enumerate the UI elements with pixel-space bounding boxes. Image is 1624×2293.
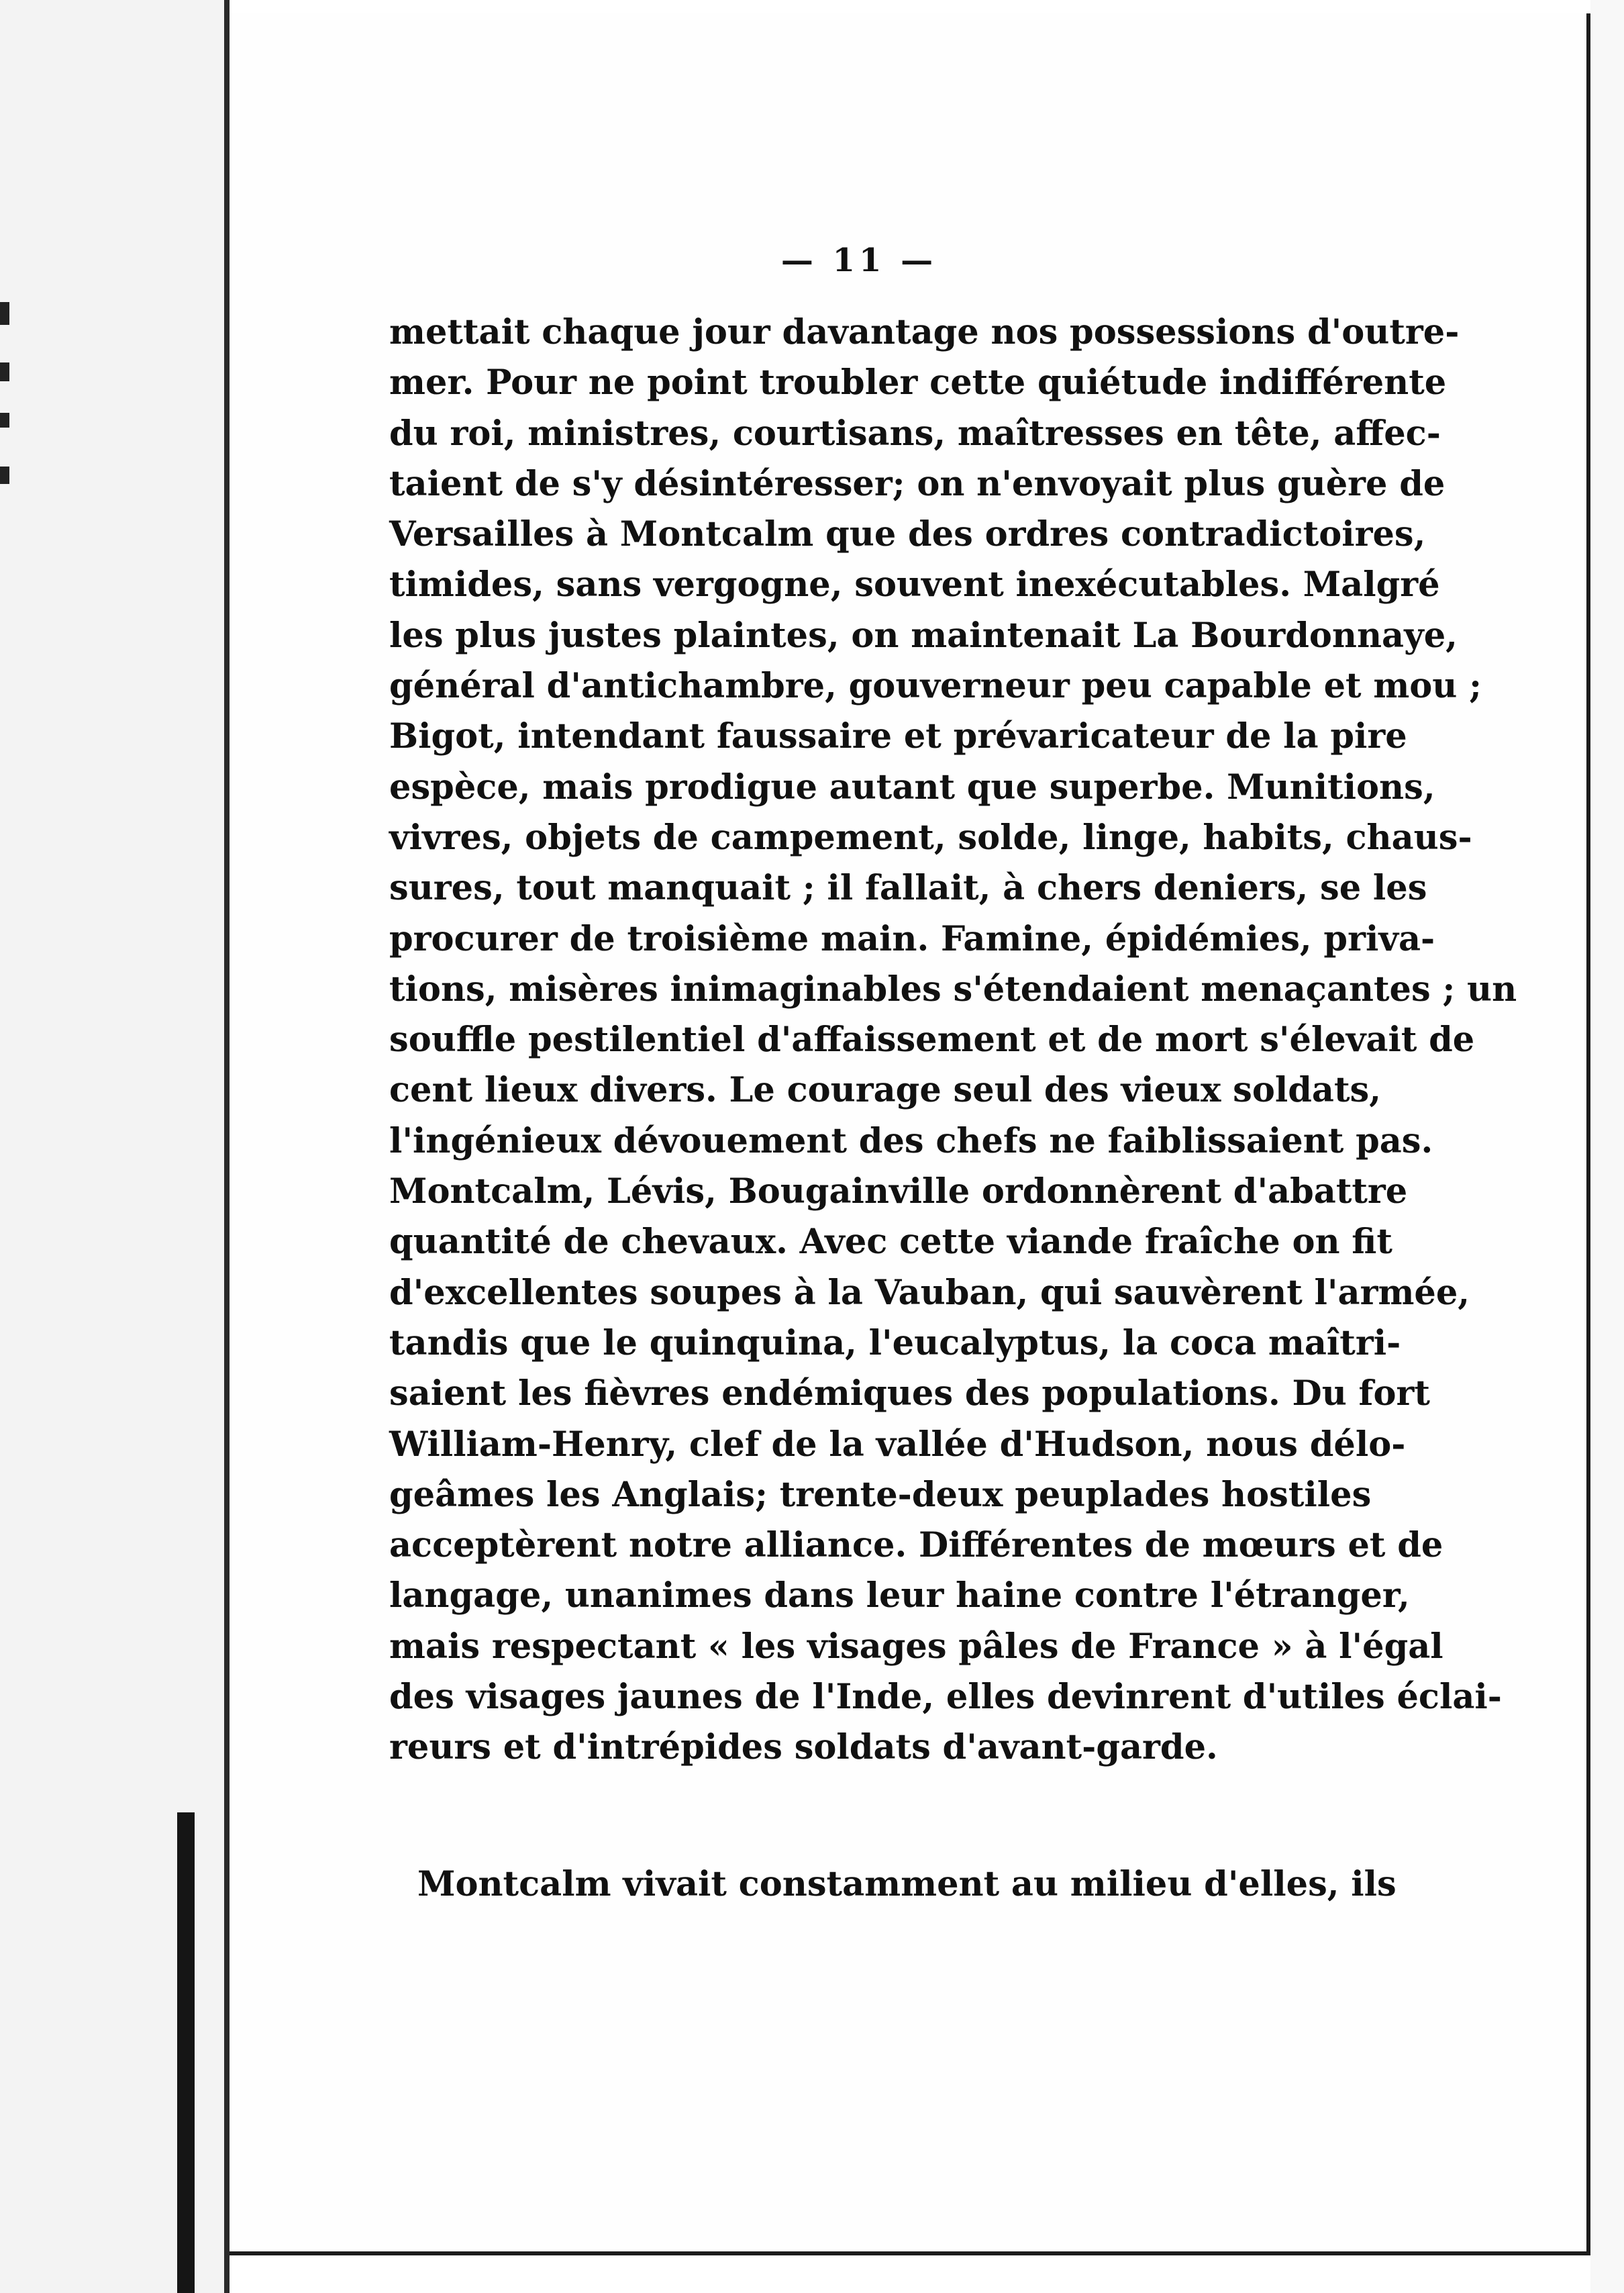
text-line: espèce, mais prodigue autant que superbe. Munitions, bbox=[389, 767, 1435, 808]
text-line: Montcalm, Lévis, Bougainville ordonnèrent d'abattre bbox=[389, 1171, 1408, 1212]
text-line: taient de s'y désintéresser; on n'envoyait plus guère de bbox=[389, 463, 1445, 504]
text-line: vivres, objets de campement, solde, linge, habits, chaus- bbox=[389, 817, 1472, 858]
text-line: saient les fièvres endémiques des populations. Du fort bbox=[389, 1373, 1430, 1414]
text-line: William-Henry, clef de la vallée d'Hudson, nous délo- bbox=[389, 1424, 1406, 1465]
text-line: cent lieux divers. Le courage seul des vieux soldats, bbox=[389, 1070, 1382, 1111]
text-line: tandis que le quinquina, l'eucalyptus, la coca maîtri- bbox=[389, 1322, 1401, 1363]
text-line: du roi, ministres, courtisans, maîtresses en tête, affec- bbox=[389, 413, 1441, 454]
text-line: mettait chaque jour davantage nos possessions d'outre- bbox=[389, 312, 1460, 352]
edge-mark bbox=[0, 362, 9, 381]
text-line: sures, tout manquait ; il fallait, à chers deniers, se les bbox=[389, 868, 1427, 909]
edge-mark bbox=[0, 413, 9, 428]
book-binding-line bbox=[224, 0, 230, 2293]
edge-mark bbox=[0, 302, 9, 325]
text-line: geâmes les Anglais; trente-deux peuplades hostiles bbox=[389, 1474, 1372, 1515]
text-line: timides, sans vergogne, souvent inexécutables. Malgré bbox=[389, 565, 1440, 605]
binding-shadow bbox=[177, 1812, 195, 2293]
paragraph-1 bbox=[389, 307, 1517, 1773]
text-line: général d'antichambre, gouverneur peu capable et mou ; bbox=[389, 666, 1482, 707]
text-line: quantité de chevaux. Avec cette viande fraîche on fit bbox=[389, 1222, 1392, 1263]
text-line: acceptèrent notre alliance. Différentes de mœurs et de bbox=[389, 1525, 1443, 1566]
paragraph-2 bbox=[417, 1859, 1397, 1910]
text-line: des visages jaunes de l'Inde, elles devinrent d'utiles éclai- bbox=[389, 1677, 1502, 1718]
text-line: Montcalm vivait constamment au milieu d'elles, ils bbox=[417, 1864, 1397, 1904]
text-line: langage, unanimes dans leur haine contre l'étranger, bbox=[389, 1575, 1410, 1616]
text-line: souffle pestilentiel d'affaissement et de mort s'élevait de bbox=[389, 1020, 1475, 1061]
text-line: l'ingénieux dévouement des chefs ne faiblissaient pas. bbox=[389, 1120, 1433, 1161]
text-line: Bigot, intendant faussaire et prévaricateur de la pire bbox=[389, 716, 1407, 757]
text-line: les plus justes plaintes, on maintenait La Bourdonnaye, bbox=[389, 615, 1458, 656]
text-line: tions, misères inimaginables s'étendaient menaçantes ; un bbox=[389, 969, 1517, 1010]
text-line: mais respectant « les visages pâles de France » à l'égal bbox=[389, 1626, 1443, 1667]
edge-mark bbox=[0, 467, 9, 484]
right-page-margin bbox=[1590, 0, 1624, 2293]
text-line: procurer de troisième main. Famine, épidémies, priva- bbox=[389, 918, 1435, 959]
text-line: d'excellentes soupes à la Vauban, qui sauvèrent l'armée, bbox=[389, 1272, 1470, 1313]
text-line: Versailles à Montcalm que des ordres contradictoires, bbox=[389, 514, 1426, 555]
text-line: mer. Pour ne point troubler cette quiétude indifférente bbox=[389, 362, 1447, 403]
page-number: — 11 — bbox=[780, 242, 937, 279]
text-line: reurs et d'intrépides soldats d'avant-garde. bbox=[389, 1727, 1218, 1768]
